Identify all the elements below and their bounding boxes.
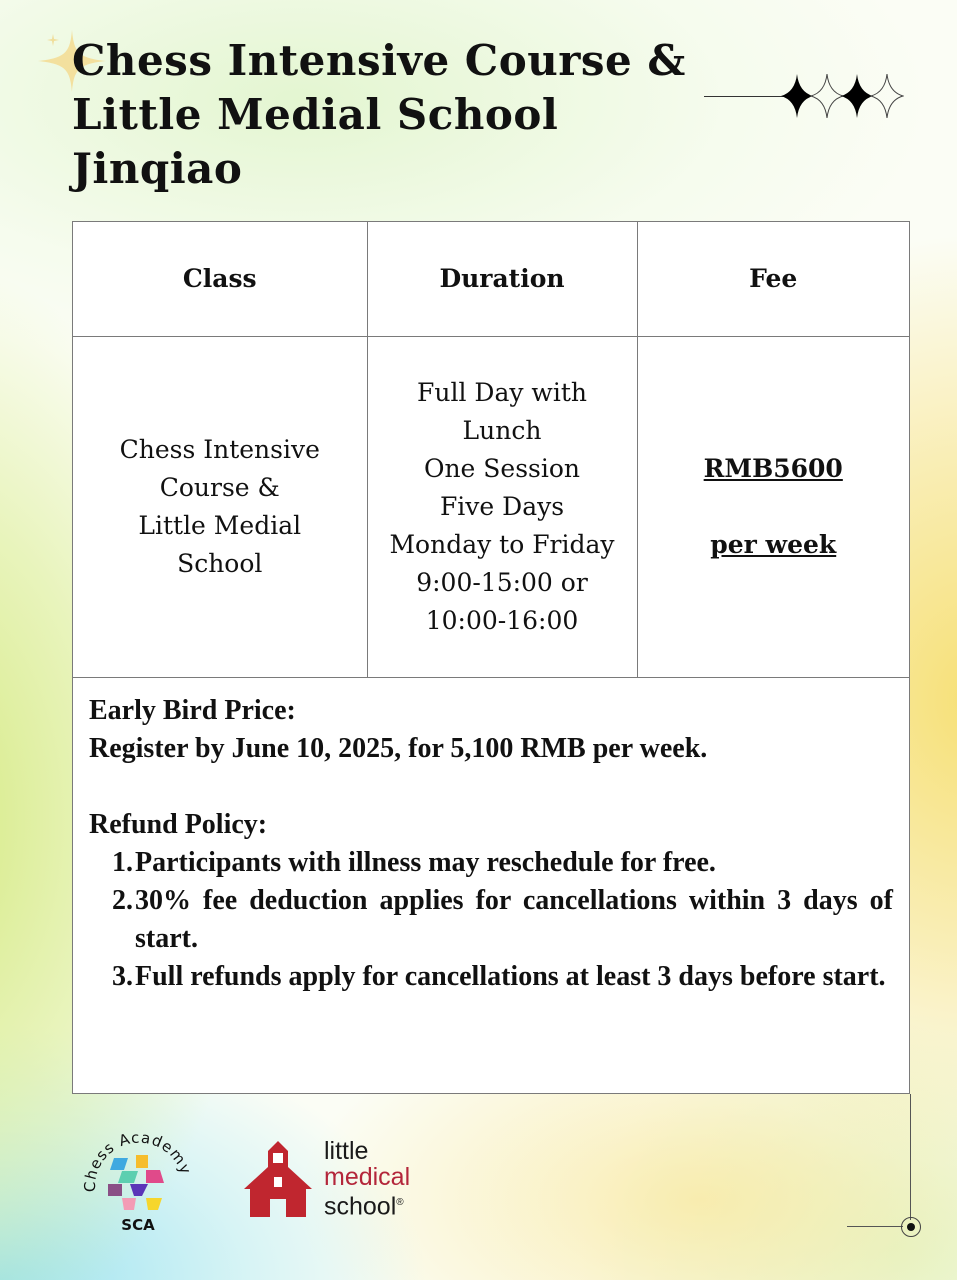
class-line: Course &	[159, 473, 280, 502]
fee-period: per week	[710, 530, 837, 559]
star-outline-icon	[871, 74, 903, 118]
lms-line-2: medical	[324, 1163, 411, 1191]
registered-mark: ®	[396, 1197, 404, 1208]
title-line-3: Jinqiao	[72, 144, 243, 193]
header-duration: Duration	[367, 222, 637, 337]
four-point-stars-icon	[780, 72, 904, 120]
duration-line: Lunch	[462, 416, 542, 445]
fee-amount: RMB5600	[703, 454, 843, 483]
star-filled-icon	[841, 74, 873, 118]
title-line-1: Chess Intensive Course &	[72, 36, 686, 85]
list-number: 1.	[112, 847, 133, 878]
class-line: Little Medial	[138, 511, 302, 540]
sca-abbr: SCA	[121, 1216, 155, 1234]
target-dot-icon	[900, 1216, 922, 1238]
cell-class	[73, 337, 367, 678]
duration-line: One Session	[423, 454, 581, 483]
header-class: Class	[73, 222, 367, 337]
schoolhouse-icon	[242, 1139, 314, 1219]
decorative-line	[847, 1226, 903, 1227]
class-line: Chess Intensive	[119, 435, 320, 464]
list-number: 2.	[112, 885, 133, 916]
refund-policy-list	[89, 844, 893, 996]
early-bird-heading: Early Bird Price:	[89, 695, 296, 726]
list-item	[89, 882, 893, 958]
list-item	[89, 958, 893, 996]
fee-table	[73, 222, 909, 678]
table-header-row	[73, 222, 909, 337]
early-bird-text: Register by June 10, 2025, for 5,100 RMB per week.	[89, 733, 708, 764]
lms-line-3-text: school	[324, 1192, 397, 1221]
refund-policy-heading: Refund Policy:	[89, 809, 268, 840]
list-number: 3.	[112, 961, 133, 992]
list-text: Participants with illness may reschedule for free.	[135, 847, 716, 878]
list-text: 30% fee deduction applies for cancellations within 3 days of start.	[135, 885, 893, 954]
sca-chess-academy-logo	[78, 1118, 198, 1238]
cell-duration	[367, 337, 637, 678]
duration-line: Five Days	[439, 492, 565, 521]
lms-line-3	[324, 1190, 410, 1219]
star-filled-icon	[781, 74, 813, 118]
cell-fee	[637, 337, 909, 678]
page-title	[72, 34, 686, 196]
sca-arc-text: Chess Academy	[80, 1128, 196, 1193]
title-line-2: Little Medial School	[72, 90, 559, 139]
duration-line: Monday to Friday	[389, 530, 615, 559]
class-line: School	[177, 549, 263, 578]
chessboard-icon	[108, 1155, 164, 1210]
header-fee: Fee	[637, 222, 909, 337]
course-info-card	[72, 221, 910, 1094]
star-outline-icon	[811, 74, 843, 118]
list-text: Full refunds apply for cancellations at least 3 days before start.	[135, 961, 886, 992]
decorative-line	[910, 1094, 911, 1220]
duration-line: Full Day with	[417, 378, 587, 407]
notes-section	[73, 678, 909, 996]
lms-line-1: little	[324, 1137, 369, 1165]
table-row	[73, 337, 909, 678]
duration-line: 9:00-15:00 or	[416, 568, 588, 597]
little-medical-school-logo	[242, 1138, 410, 1219]
duration-line: 10:00-16:00	[425, 606, 579, 635]
list-item	[89, 844, 893, 882]
